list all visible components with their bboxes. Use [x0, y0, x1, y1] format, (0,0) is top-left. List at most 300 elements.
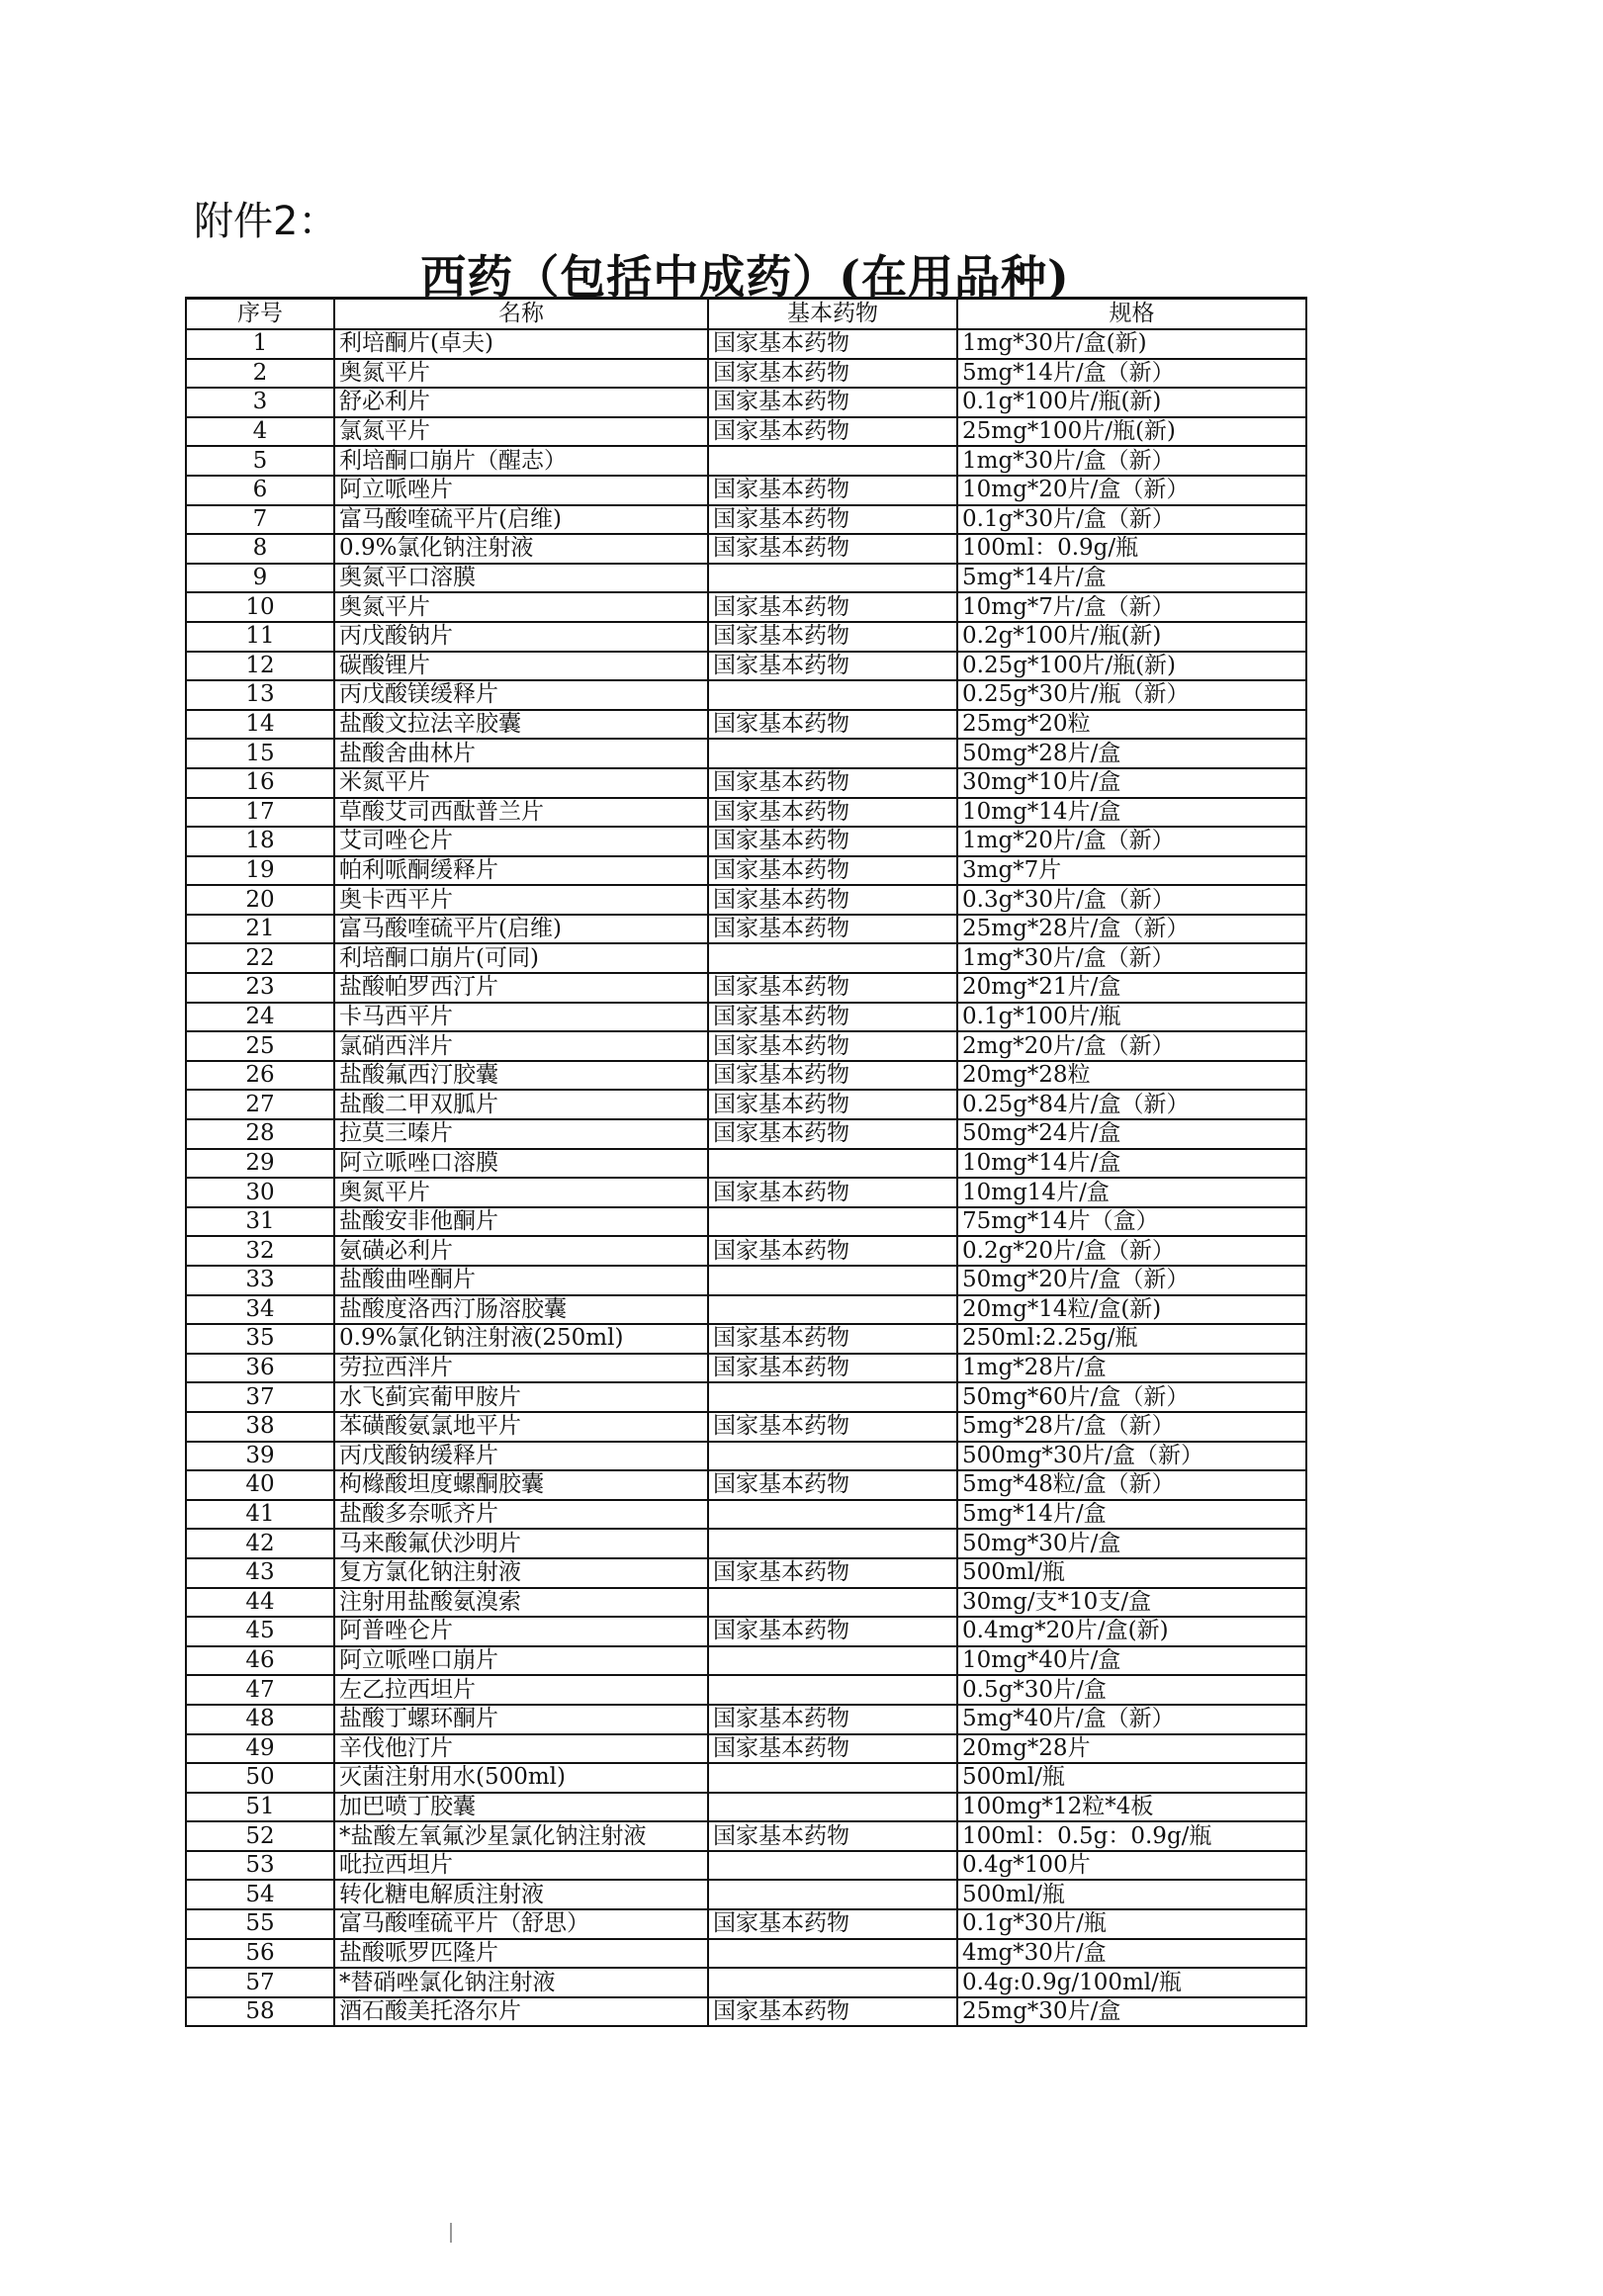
cell-no: 55 — [186, 1909, 334, 1939]
table-row — [186, 1178, 1306, 1207]
cell-no: 57 — [186, 1968, 334, 1997]
table-row — [186, 1500, 1306, 1530]
cell-no: 54 — [186, 1880, 334, 1909]
cell-basic-drug: 国家基本药物 — [708, 798, 957, 828]
table-row — [186, 329, 1306, 359]
cell-no: 8 — [186, 534, 334, 564]
cell-spec: 10mg*14片/盒 — [957, 1149, 1306, 1179]
cell-no: 43 — [186, 1558, 334, 1588]
cell-name: 奥氮平片 — [334, 359, 708, 389]
table-row — [186, 1236, 1306, 1266]
table-row — [186, 1266, 1306, 1295]
attachment-label: 附件2： — [194, 199, 338, 244]
table-row — [186, 885, 1306, 915]
cell-name: 氨磺必利片 — [334, 1236, 708, 1266]
cell-spec: 0.5g*30片/盒 — [957, 1675, 1306, 1705]
cell-name: 奥氮平片 — [334, 1178, 708, 1207]
cell-no: 22 — [186, 943, 334, 973]
cell-name: 米氮平片 — [334, 768, 708, 798]
table-row — [186, 768, 1306, 798]
cell-no: 51 — [186, 1793, 334, 1822]
table-row — [186, 592, 1306, 622]
cell-name: 转化糖电解质注射液 — [334, 1880, 708, 1909]
cell-spec: 5mg*48粒/盒（新） — [957, 1470, 1306, 1500]
cell-spec: 500ml/瓶 — [957, 1763, 1306, 1793]
cell-name: 丙戊酸镁缓释片 — [334, 680, 708, 710]
cell-name: 富马酸喹硫平片(启维) — [334, 505, 708, 535]
cell-basic-drug: 国家基本药物 — [708, 1997, 957, 2027]
cell-no: 44 — [186, 1588, 334, 1618]
table-row — [186, 622, 1306, 652]
header-spec: 规格 — [957, 299, 1306, 330]
table-body — [186, 329, 1306, 2026]
cell-name: 盐酸氟西汀胶囊 — [334, 1061, 708, 1091]
cell-name: 吡拉西坦片 — [334, 1851, 708, 1881]
cell-basic-drug: 国家基本药物 — [708, 768, 957, 798]
drug-table — [185, 297, 1307, 2027]
cell-no: 5 — [186, 446, 334, 476]
cell-basic-drug: 国家基本药物 — [708, 1061, 957, 1091]
cell-name: 富马酸喹硫平片(启维) — [334, 915, 708, 944]
cell-basic-drug: 国家基本药物 — [708, 1031, 957, 1061]
cell-basic-drug — [708, 446, 957, 476]
cell-spec: 0.3g*30片/盒（新） — [957, 885, 1306, 915]
cell-no: 11 — [186, 622, 334, 652]
cell-no: 52 — [186, 1821, 334, 1851]
cell-basic-drug: 国家基本药物 — [708, 973, 957, 1003]
cell-spec: 100mg*12粒*4板 — [957, 1793, 1306, 1822]
cell-no: 24 — [186, 1003, 334, 1032]
cell-name: 0.9%氯化钠注射液(250ml) — [334, 1324, 708, 1354]
table-row — [186, 388, 1306, 417]
table-row — [186, 1821, 1306, 1851]
cell-spec: 50mg*28片/盒 — [957, 739, 1306, 768]
cell-basic-drug: 国家基本药物 — [708, 359, 957, 389]
cell-no: 34 — [186, 1295, 334, 1325]
cell-no: 19 — [186, 856, 334, 886]
cell-spec: 30mg*10片/盒 — [957, 768, 1306, 798]
table-row — [186, 1442, 1306, 1471]
cell-spec: 1mg*30片/盒（新） — [957, 943, 1306, 973]
cell-basic-drug — [708, 1382, 957, 1412]
cell-basic-drug — [708, 1266, 957, 1295]
cell-spec: 250ml:2.25g/瓶 — [957, 1324, 1306, 1354]
cell-no: 48 — [186, 1705, 334, 1734]
header-no: 序号 — [186, 299, 334, 330]
cell-spec: 2mg*20片/盒（新） — [957, 1031, 1306, 1061]
cell-no: 4 — [186, 417, 334, 447]
cell-no: 2 — [186, 359, 334, 389]
cell-name: 阿立哌唑口溶膜 — [334, 1149, 708, 1179]
table-row — [186, 1207, 1306, 1237]
table-row — [186, 1061, 1306, 1091]
cell-no: 53 — [186, 1851, 334, 1881]
cell-spec: 50mg*60片/盒（新） — [957, 1382, 1306, 1412]
table-row — [186, 417, 1306, 447]
cell-no: 33 — [186, 1266, 334, 1295]
cell-basic-drug: 国家基本药物 — [708, 856, 957, 886]
cell-spec: 10mg*14片/盒 — [957, 798, 1306, 828]
table-row — [186, 1939, 1306, 1969]
cell-name: 盐酸曲唑酮片 — [334, 1266, 708, 1295]
cell-no: 10 — [186, 592, 334, 622]
document-title: 西药（包括中成药）(在用品种) — [420, 250, 1070, 304]
cell-no: 31 — [186, 1207, 334, 1237]
cell-no: 27 — [186, 1090, 334, 1119]
cell-spec: 20mg*28片 — [957, 1734, 1306, 1764]
cell-name: 艾司唑仑片 — [334, 827, 708, 856]
cell-spec: 0.4g*100片 — [957, 1851, 1306, 1881]
table-row — [186, 505, 1306, 535]
cell-no: 13 — [186, 680, 334, 710]
cell-no: 3 — [186, 388, 334, 417]
cell-spec: 30mg/支*10支/盒 — [957, 1588, 1306, 1618]
table-row — [186, 1646, 1306, 1676]
table-row — [186, 652, 1306, 681]
cell-spec: 25mg*28片/盒（新） — [957, 915, 1306, 944]
cell-no: 36 — [186, 1354, 334, 1383]
cell-basic-drug — [708, 1500, 957, 1530]
cell-no: 20 — [186, 885, 334, 915]
cell-no: 28 — [186, 1119, 334, 1149]
cell-name: 0.9%氯化钠注射液 — [334, 534, 708, 564]
table-row — [186, 1119, 1306, 1149]
cell-no: 21 — [186, 915, 334, 944]
cell-spec: 100ml：0.5g：0.9g/瓶 — [957, 1821, 1306, 1851]
table-row — [186, 1763, 1306, 1793]
table-row — [186, 1354, 1306, 1383]
cell-no: 46 — [186, 1646, 334, 1676]
cell-name: 帕利哌酮缓释片 — [334, 856, 708, 886]
cell-name: 复方氯化钠注射液 — [334, 1558, 708, 1588]
cell-spec: 1mg*30片/盒（新） — [957, 446, 1306, 476]
cell-name: 盐酸帕罗西汀片 — [334, 973, 708, 1003]
cell-basic-drug: 国家基本药物 — [708, 915, 957, 944]
header-basic-drug: 基本药物 — [708, 299, 957, 330]
table-row — [186, 1470, 1306, 1500]
cell-name: *盐酸左氧氟沙星氯化钠注射液 — [334, 1821, 708, 1851]
cell-no: 38 — [186, 1412, 334, 1442]
cell-basic-drug: 国家基本药物 — [708, 622, 957, 652]
cell-name: 水飞蓟宾葡甲胺片 — [334, 1382, 708, 1412]
table-row — [186, 1412, 1306, 1442]
table-row — [186, 1675, 1306, 1705]
cell-basic-drug: 国家基本药物 — [708, 1003, 957, 1032]
cell-no: 29 — [186, 1149, 334, 1179]
cell-name: 辛伐他汀片 — [334, 1734, 708, 1764]
cell-name: 卡马西平片 — [334, 1003, 708, 1032]
cell-name: 利培酮口崩片(可同) — [334, 943, 708, 973]
cell-name: 劳拉西泮片 — [334, 1354, 708, 1383]
cell-name: 枸橼酸坦度螺酮胶囊 — [334, 1470, 708, 1500]
cell-spec: 5mg*28片/盒（新） — [957, 1412, 1306, 1442]
cell-spec: 1mg*30片/盒(新) — [957, 329, 1306, 359]
cell-spec: 5mg*14片/盒 — [957, 564, 1306, 593]
cell-basic-drug: 国家基本药物 — [708, 1119, 957, 1149]
cell-name: 奥氮平口溶膜 — [334, 564, 708, 593]
cell-spec: 50mg*30片/盒 — [957, 1529, 1306, 1558]
table-row — [186, 1295, 1306, 1325]
cell-spec: 1mg*20片/盒（新） — [957, 827, 1306, 856]
cell-spec: 10mg*40片/盒 — [957, 1646, 1306, 1676]
cell-name: 舒必利片 — [334, 388, 708, 417]
cell-basic-drug: 国家基本药物 — [708, 329, 957, 359]
cell-no: 25 — [186, 1031, 334, 1061]
table-row — [186, 1880, 1306, 1909]
cell-spec: 1mg*28片/盒 — [957, 1354, 1306, 1383]
cell-basic-drug — [708, 1763, 957, 1793]
cell-basic-drug — [708, 680, 957, 710]
cell-basic-drug — [708, 1880, 957, 1909]
table-row — [186, 564, 1306, 593]
cell-no: 7 — [186, 505, 334, 535]
cell-basic-drug — [708, 1793, 957, 1822]
cell-basic-drug: 国家基本药物 — [708, 1412, 957, 1442]
cell-no: 23 — [186, 973, 334, 1003]
cell-name: 盐酸丁螺环酮片 — [334, 1705, 708, 1734]
cell-basic-drug: 国家基本药物 — [708, 1617, 957, 1646]
table-row — [186, 1793, 1306, 1822]
cell-basic-drug — [708, 1675, 957, 1705]
table-row — [186, 359, 1306, 389]
cell-no: 12 — [186, 652, 334, 681]
table-row — [186, 1997, 1306, 2027]
cell-name: 奥卡西平片 — [334, 885, 708, 915]
cell-no: 32 — [186, 1236, 334, 1266]
cell-name: 左乙拉西坦片 — [334, 1675, 708, 1705]
cell-spec: 20mg*14粒/盒(新) — [957, 1295, 1306, 1325]
cell-basic-drug — [708, 1207, 957, 1237]
table-header-row — [186, 299, 1306, 330]
cell-basic-drug — [708, 943, 957, 973]
cell-no: 1 — [186, 329, 334, 359]
cell-spec: 0.4g:0.9g/100ml/瓶 — [957, 1968, 1306, 1997]
cell-spec: 0.25g*100片/瓶(新) — [957, 652, 1306, 681]
cell-no: 50 — [186, 1763, 334, 1793]
cell-spec: 25mg*30片/盒 — [957, 1997, 1306, 2027]
cell-spec: 500mg*30片/盒（新） — [957, 1442, 1306, 1471]
cell-spec: 0.1g*100片/瓶(新) — [957, 388, 1306, 417]
scan-mark — [450, 2223, 452, 2243]
table-row — [186, 680, 1306, 710]
cell-spec: 0.2g*20片/盒（新） — [957, 1236, 1306, 1266]
cell-name: 盐酸多奈哌齐片 — [334, 1500, 708, 1530]
cell-spec: 0.25g*84片/盒（新） — [957, 1090, 1306, 1119]
cell-basic-drug: 国家基本药物 — [708, 827, 957, 856]
cell-name: 氯氮平片 — [334, 417, 708, 447]
cell-basic-drug — [708, 1149, 957, 1179]
cell-spec: 20mg*21片/盒 — [957, 973, 1306, 1003]
cell-basic-drug: 国家基本药物 — [708, 1090, 957, 1119]
table-row — [186, 1149, 1306, 1179]
cell-name: 利培酮口崩片（醒志） — [334, 446, 708, 476]
cell-spec: 10mg*7片/盒（新） — [957, 592, 1306, 622]
cell-spec: 4mg*30片/盒 — [957, 1939, 1306, 1969]
cell-name: 拉莫三嗪片 — [334, 1119, 708, 1149]
cell-spec: 0.2g*100片/瓶(新) — [957, 622, 1306, 652]
table-row — [186, 1558, 1306, 1588]
cell-name: 阿普唑仑片 — [334, 1617, 708, 1646]
cell-no: 42 — [186, 1529, 334, 1558]
cell-basic-drug: 国家基本药物 — [708, 1909, 957, 1939]
cell-no: 45 — [186, 1617, 334, 1646]
cell-name: *替硝唑氯化钠注射液 — [334, 1968, 708, 1997]
cell-no: 9 — [186, 564, 334, 593]
cell-spec: 10mg14片/盒 — [957, 1178, 1306, 1207]
cell-no: 35 — [186, 1324, 334, 1354]
cell-spec: 3mg*7片 — [957, 856, 1306, 886]
table-row — [186, 446, 1306, 476]
cell-spec: 0.25g*30片/瓶（新） — [957, 680, 1306, 710]
cell-name: 加巴喷丁胶囊 — [334, 1793, 708, 1822]
table-row — [186, 943, 1306, 973]
cell-basic-drug — [708, 1968, 957, 1997]
cell-spec: 100ml：0.9g/瓶 — [957, 534, 1306, 564]
cell-spec: 25mg*100片/瓶(新) — [957, 417, 1306, 447]
cell-basic-drug: 国家基本药物 — [708, 505, 957, 535]
cell-name: 盐酸舍曲林片 — [334, 739, 708, 768]
cell-spec: 5mg*14片/盒（新） — [957, 359, 1306, 389]
table-row — [186, 973, 1306, 1003]
table-row — [186, 1909, 1306, 1939]
cell-basic-drug — [708, 1295, 957, 1325]
table-row — [186, 827, 1306, 856]
cell-spec: 500ml/瓶 — [957, 1880, 1306, 1909]
cell-basic-drug: 国家基本药物 — [708, 388, 957, 417]
cell-name: 利培酮片(卓夫) — [334, 329, 708, 359]
table-row — [186, 1617, 1306, 1646]
cell-no: 15 — [186, 739, 334, 768]
table-row — [186, 915, 1306, 944]
cell-spec: 50mg*24片/盒 — [957, 1119, 1306, 1149]
table-row — [186, 1324, 1306, 1354]
cell-name: 丙戊酸钠片 — [334, 622, 708, 652]
cell-name: 盐酸二甲双胍片 — [334, 1090, 708, 1119]
cell-spec: 0.1g*100片/瓶 — [957, 1003, 1306, 1032]
cell-spec: 500ml/瓶 — [957, 1558, 1306, 1588]
cell-basic-drug: 国家基本药物 — [708, 1470, 957, 1500]
cell-spec: 5mg*40片/盒（新） — [957, 1705, 1306, 1734]
cell-name: 注射用盐酸氨溴索 — [334, 1588, 708, 1618]
cell-basic-drug — [708, 1588, 957, 1618]
table-row — [186, 856, 1306, 886]
table-row — [186, 1529, 1306, 1558]
cell-name: 灭菌注射用水(500ml) — [334, 1763, 708, 1793]
cell-spec: 75mg*14片（盒） — [957, 1207, 1306, 1237]
cell-spec: 50mg*20片/盒（新） — [957, 1266, 1306, 1295]
table-row — [186, 1090, 1306, 1119]
cell-name: 奥氮平片 — [334, 592, 708, 622]
cell-basic-drug: 国家基本药物 — [708, 534, 957, 564]
table-row — [186, 1705, 1306, 1734]
cell-no: 58 — [186, 1997, 334, 2027]
cell-spec: 0.1g*30片/盒（新） — [957, 505, 1306, 535]
table-row — [186, 798, 1306, 828]
cell-no: 17 — [186, 798, 334, 828]
cell-name: 富马酸喹硫平片（舒思） — [334, 1909, 708, 1939]
cell-basic-drug — [708, 1646, 957, 1676]
cell-spec: 0.4mg*20片/盒(新) — [957, 1617, 1306, 1646]
cell-basic-drug — [708, 1939, 957, 1969]
table-row — [186, 1734, 1306, 1764]
table-row — [186, 476, 1306, 505]
cell-basic-drug: 国家基本药物 — [708, 885, 957, 915]
cell-no: 47 — [186, 1675, 334, 1705]
cell-no: 6 — [186, 476, 334, 505]
cell-basic-drug: 国家基本药物 — [708, 1558, 957, 1588]
cell-basic-drug: 国家基本药物 — [708, 1178, 957, 1207]
table-row — [186, 710, 1306, 740]
table-row — [186, 1031, 1306, 1061]
cell-basic-drug: 国家基本药物 — [708, 652, 957, 681]
cell-basic-drug: 国家基本药物 — [708, 1236, 957, 1266]
cell-basic-drug — [708, 1442, 957, 1471]
table-row — [186, 739, 1306, 768]
table-row — [186, 1968, 1306, 1997]
table-row — [186, 1588, 1306, 1618]
cell-name: 草酸艾司西酞普兰片 — [334, 798, 708, 828]
cell-basic-drug — [708, 564, 957, 593]
table-row — [186, 534, 1306, 564]
cell-name: 丙戊酸钠缓释片 — [334, 1442, 708, 1471]
cell-name: 盐酸安非他酮片 — [334, 1207, 708, 1237]
cell-name: 盐酸度洛西汀肠溶胶囊 — [334, 1295, 708, 1325]
cell-no: 16 — [186, 768, 334, 798]
table-row — [186, 1851, 1306, 1881]
cell-no: 30 — [186, 1178, 334, 1207]
cell-no: 14 — [186, 710, 334, 740]
header-name: 名称 — [334, 299, 708, 330]
cell-spec: 0.1g*30片/瓶 — [957, 1909, 1306, 1939]
cell-name: 盐酸哌罗匹隆片 — [334, 1939, 708, 1969]
cell-basic-drug — [708, 1851, 957, 1881]
cell-basic-drug: 国家基本药物 — [708, 592, 957, 622]
cell-basic-drug: 国家基本药物 — [708, 1324, 957, 1354]
cell-name: 氯硝西泮片 — [334, 1031, 708, 1061]
cell-basic-drug — [708, 1529, 957, 1558]
cell-basic-drug: 国家基本药物 — [708, 476, 957, 505]
cell-basic-drug: 国家基本药物 — [708, 1354, 957, 1383]
cell-name: 盐酸文拉法辛胶囊 — [334, 710, 708, 740]
cell-name: 酒石酸美托洛尔片 — [334, 1997, 708, 2027]
cell-name: 阿立哌唑片 — [334, 476, 708, 505]
cell-basic-drug: 国家基本药物 — [708, 710, 957, 740]
table-row — [186, 1382, 1306, 1412]
cell-basic-drug: 国家基本药物 — [708, 1705, 957, 1734]
cell-name: 碳酸锂片 — [334, 652, 708, 681]
cell-name: 阿立哌唑口崩片 — [334, 1646, 708, 1676]
cell-spec: 10mg*20片/盒（新） — [957, 476, 1306, 505]
cell-no: 40 — [186, 1470, 334, 1500]
cell-no: 37 — [186, 1382, 334, 1412]
cell-basic-drug: 国家基本药物 — [708, 417, 957, 447]
cell-basic-drug — [708, 739, 957, 768]
cell-spec: 5mg*14片/盒 — [957, 1500, 1306, 1530]
cell-no: 18 — [186, 827, 334, 856]
cell-spec: 20mg*28粒 — [957, 1061, 1306, 1091]
cell-no: 56 — [186, 1939, 334, 1969]
cell-basic-drug: 国家基本药物 — [708, 1821, 957, 1851]
cell-no: 41 — [186, 1500, 334, 1530]
cell-name: 马来酸氟伏沙明片 — [334, 1529, 708, 1558]
cell-no: 49 — [186, 1734, 334, 1764]
cell-name: 苯磺酸氨氯地平片 — [334, 1412, 708, 1442]
cell-no: 39 — [186, 1442, 334, 1471]
cell-basic-drug: 国家基本药物 — [708, 1734, 957, 1764]
cell-spec: 25mg*20粒 — [957, 710, 1306, 740]
cell-no: 26 — [186, 1061, 334, 1091]
table-row — [186, 1003, 1306, 1032]
